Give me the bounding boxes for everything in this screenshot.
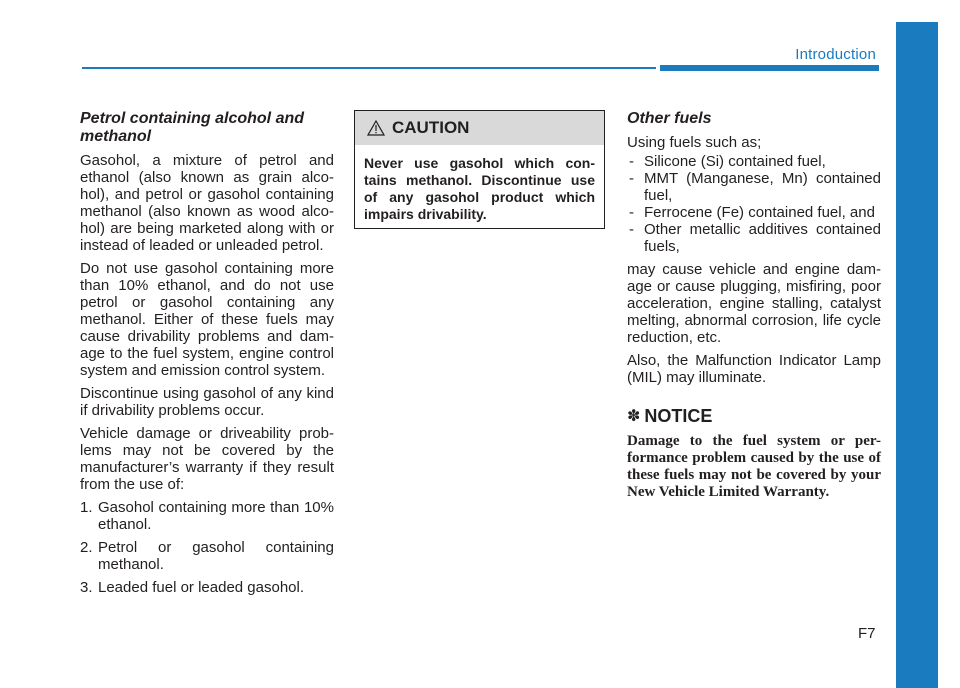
warning-triangle-icon [367,120,385,136]
header-accent-bar [660,65,879,71]
list-text: Petrol or gasohol containing methanol. [98,539,334,573]
paragraph: Discontinue using gasohol of any kind if drivability problems occur. [80,385,334,419]
list-number: 3. [80,579,93,596]
paragraph: Using fuels such as; [627,134,762,151]
chapter-side-tab [896,22,938,688]
caution-header [355,111,604,145]
caution-box [354,110,605,229]
list-text: Gasohol containing more than 10% ethanol. [98,499,334,533]
alcohol-methanol-heading: Petrol containing alcohol and methanol [80,110,305,145]
left-column [80,110,334,602]
section-title: Introduction [795,46,876,63]
list-item: - Ferrocene (Fe) contained fuel, and [627,204,881,221]
caution-text: Never use gasohol which con- tains methanol. Discontinue use of any gasohol product which impairs drivability. [364,155,595,222]
list-text: Leaded fuel or leaded gasohol. [98,579,305,596]
right-column [627,110,881,501]
paragraph: may cause vehicle and engine dam- age or cause plugging, misfiring, poor acceleration, engine stalling, catalyst melting, abnormal corrosion, life cycle reduction, etc. [627,261,881,346]
notice-title: NOTICE [644,406,713,426]
list-number: 2. [80,539,93,556]
fuel-list [627,153,881,255]
caution-title: CAUTION [392,118,470,137]
list-item: - Other metallic additives contained fuels, [629,221,881,255]
notice-heading [627,408,881,425]
list-item [80,499,334,533]
list-item [80,539,334,573]
list-item [80,579,334,596]
paragraph: Gasohol, a mixture of petrol and ethanol (also known as grain alco- hol), and petrol or gasohol containing methanol (also known as wood alco- hol) are being marketed along with or instead of leaded or unleaded petrol. [80,152,334,254]
list-text: Other metallic additives contained fuels, [644,221,881,255]
list-item: - MMT (Manganese, Mn) contained fuel, [629,170,881,204]
paragraph: Do not use gasohol containing more than 10% ethanol, and do not use petrol or gasohol containing any methanol. Either of these fuels may cause drivability problems and dam- age to the fuel system, engine control system and emission control system. [80,260,334,379]
list-text: MMT (Manganese, Mn) contained fuel, [644,170,881,204]
other-fuels-heading: Other fuels [627,110,712,127]
notice-text: Damage to the fuel system or per- formance problem caused by the use of these fuels may not be covered by your New Vehicle Limited Warranty. [627,433,881,500]
list-text: Ferrocene (Fe) contained fuel, and [644,204,875,221]
paragraph: Also, the Malfunction Indicator Lamp (MIL) may illuminate. [627,352,881,386]
list-item: - Silicone (Si) contained fuel, [627,153,881,170]
list-text: Silicone (Si) contained fuel, [644,153,826,170]
paragraph: Vehicle damage or driveability prob- lems may not be covered by the manufacturer’s warranty if they result from the use of: [80,425,334,493]
page-number: F7 [858,625,876,642]
list-number: 1. [80,499,93,516]
notice-star-icon: ✽ [627,408,641,425]
header-rule [82,67,656,69]
